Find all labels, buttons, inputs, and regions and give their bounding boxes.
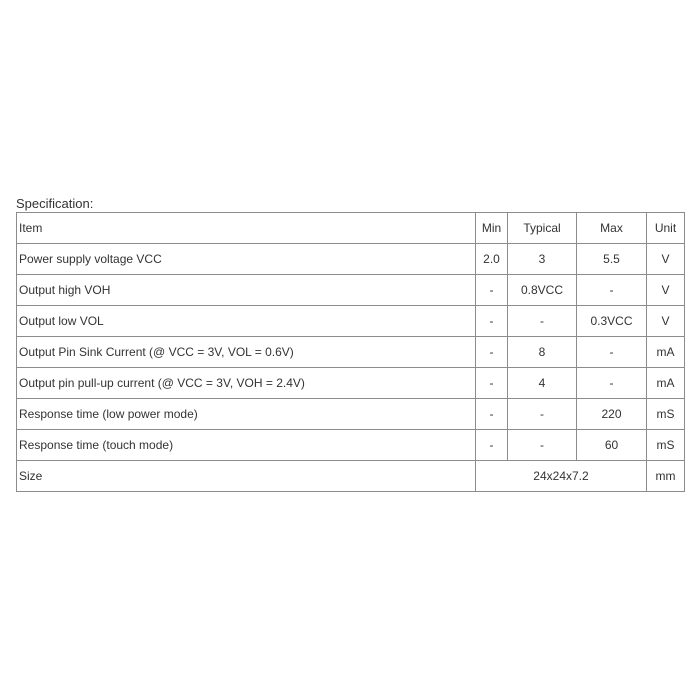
row-item-cell: Response time (touch mode) <box>17 430 476 461</box>
row-min-cell: - <box>476 430 508 461</box>
table-header-row <box>17 213 685 244</box>
row-max-cell: 5.5 <box>577 244 647 275</box>
table-row <box>17 244 685 275</box>
specification-heading: Specification: <box>16 196 94 211</box>
row-max-cell: - <box>577 275 647 306</box>
row-typical-cell: - <box>508 399 577 430</box>
table-row-size <box>17 461 685 492</box>
row-item-cell: Response time (low power mode) <box>17 399 476 430</box>
row-min-cell: - <box>476 399 508 430</box>
table-row <box>17 430 685 461</box>
row-max-cell: 60 <box>577 430 647 461</box>
row-unit-cell: V <box>647 275 685 306</box>
row-typical-cell: 3 <box>508 244 577 275</box>
row-max-cell: 220 <box>577 399 647 430</box>
row-unit-cell: mA <box>647 337 685 368</box>
row-item-cell: Power supply voltage VCC <box>17 244 476 275</box>
size-item-cell: Size <box>17 461 476 492</box>
table-row <box>17 275 685 306</box>
row-max-cell: - <box>577 337 647 368</box>
row-typical-cell: 0.8VCC <box>508 275 577 306</box>
row-min-cell: 2.0 <box>476 244 508 275</box>
row-min-cell: - <box>476 368 508 399</box>
row-typical-cell: - <box>508 306 577 337</box>
column-header-max: Max <box>577 213 647 244</box>
row-item-cell: Output Pin Sink Current (@ VCC = 3V, VOL = 0.6V) <box>17 337 476 368</box>
row-min-cell: - <box>476 337 508 368</box>
specification-table <box>16 212 685 492</box>
row-min-cell: - <box>476 306 508 337</box>
row-typical-cell: 8 <box>508 337 577 368</box>
table-row <box>17 337 685 368</box>
size-unit-cell: mm <box>647 461 685 492</box>
specification-section <box>16 196 684 492</box>
row-unit-cell: mS <box>647 399 685 430</box>
column-header-unit: Unit <box>647 213 685 244</box>
row-min-cell: - <box>476 275 508 306</box>
row-max-cell: 0.3VCC <box>577 306 647 337</box>
table-row <box>17 368 685 399</box>
column-header-typical: Typical <box>508 213 577 244</box>
size-value-cell: 24x24x7.2 <box>476 461 647 492</box>
row-unit-cell: mS <box>647 430 685 461</box>
row-typical-cell: 4 <box>508 368 577 399</box>
row-max-cell: - <box>577 368 647 399</box>
row-unit-cell: mA <box>647 368 685 399</box>
row-typical-cell: - <box>508 430 577 461</box>
row-item-cell: Output high VOH <box>17 275 476 306</box>
row-unit-cell: V <box>647 244 685 275</box>
column-header-item: Item <box>17 213 476 244</box>
column-header-min: Min <box>476 213 508 244</box>
row-unit-cell: V <box>647 306 685 337</box>
row-item-cell: Output pin pull-up current (@ VCC = 3V, VOH = 2.4V) <box>17 368 476 399</box>
table-row <box>17 399 685 430</box>
table-row <box>17 306 685 337</box>
row-item-cell: Output low VOL <box>17 306 476 337</box>
